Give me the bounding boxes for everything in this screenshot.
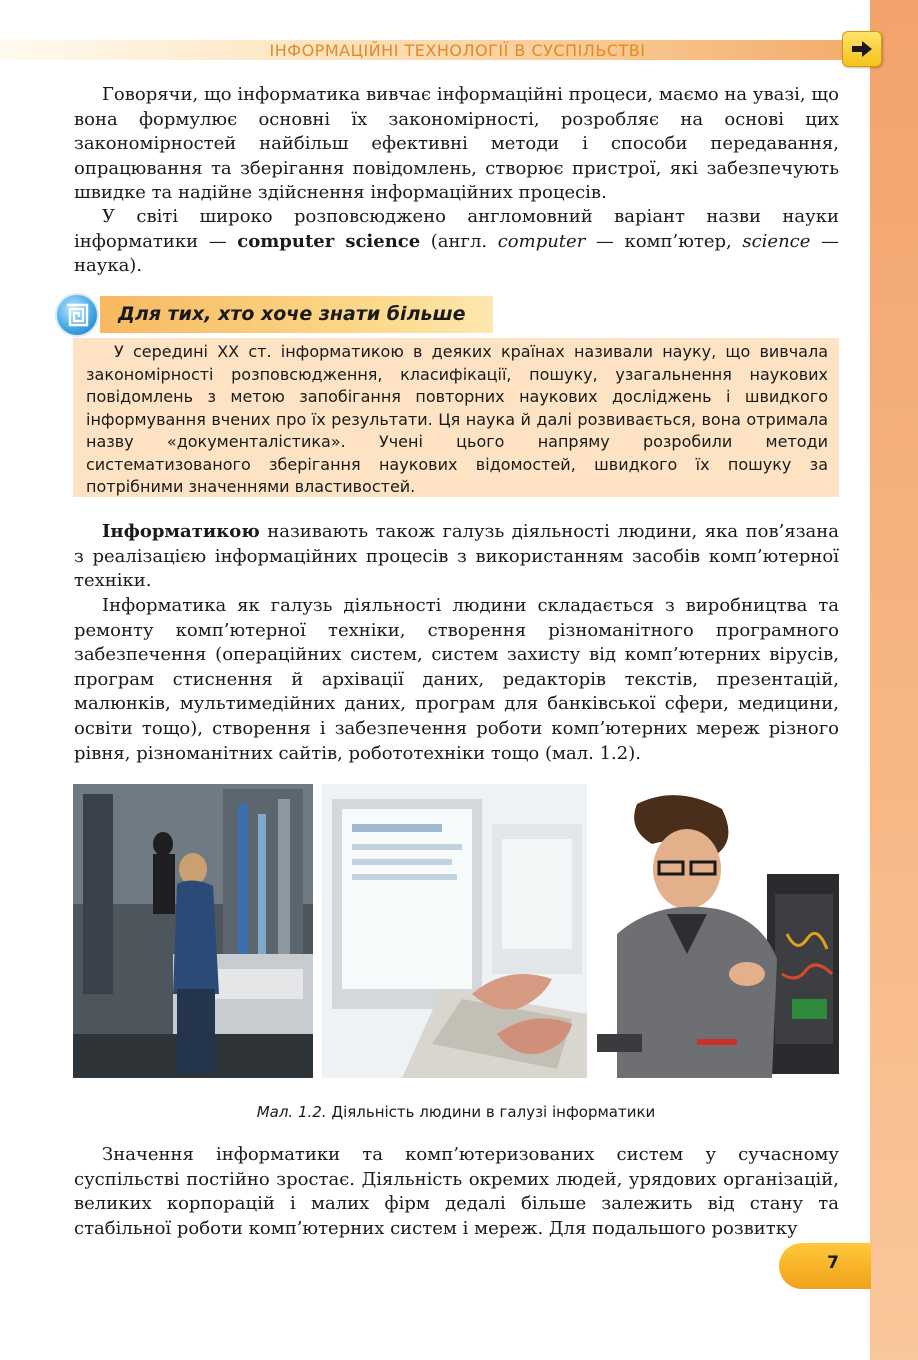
p2-text-a: У світі широко розповсюджено англомовний варіант назви науки інформатики — <box>74 206 839 252</box>
paragraph-1: Говорячи, що інформатика вивчає інформаційні процеси, маємо на увазі, що вона формулює основні їх закономірності, розробляє на основі цих закономірностей найбільш ефективні методи і способи передавання, опрацювання та зберігання повідомлень, створює пристрої, які забезпечують швидке та надійне здійснення інформаційних процесів. <box>74 84 839 204</box>
page-side-band <box>870 0 918 1360</box>
figure-caption-text: Діяльність людини в галузі інформатики <box>326 1103 656 1121</box>
more-info-text: У середині XX ст. інформатикою в деяких країнах називали науку, що вивчала закономірності розповсюдження, класифікації, пошуку, узагальнення наукових повідомлень з метою запобігання повторних наукових досліджень і швидкого інформування вчених про їх результати. Ця наука й далі розвивається, вона отримала назву «документалістика». Учені цього напряму розробили методи систематизованого зберігання наукових відомостей, швидкого їх пошуку за потрібними значеннями властивостей. <box>86 342 828 496</box>
running-header: ІНФОРМАЦІЙНІ ТЕХНОЛОГІЇ В СУСПІЛЬСТВІ <box>269 41 646 60</box>
photo-computer-repair <box>597 784 839 1078</box>
figure-caption <box>0 1103 912 1121</box>
term-computer: computer <box>497 230 586 252</box>
figure-label: Мал. 1.2. <box>256 1103 327 1121</box>
paragraph-5: Значення інформатики та комп’ютеризованих систем у сучасному суспільстві постійно зростає. Діяльність окремих людей, урядових організацій, великих корпорацій і малих фірм дедалі більше залежить від стану та стабільної роботи комп’ютерних систем і мереж. Для подальшого розвитку <box>74 1144 839 1239</box>
paragraph-2 <box>74 205 839 279</box>
term-computer-science: computer science <box>237 230 421 252</box>
p2-text-e: — комп’ютер, <box>585 230 743 252</box>
more-info-title: Для тих, хто хоче знати більше <box>118 303 466 325</box>
next-page-button[interactable] <box>842 31 882 67</box>
photo-manufacturing <box>73 784 313 1078</box>
paragraph-4: Інформатика як галузь діяльності людини складається з виробництва та ремонту комп’ютерної техніки, створення різноманітного програмного забезпечення (операційних систем, систем захисту від комп’ютерних вірусів, програм стиснення й архівації даних, редакторів текстів, презентацій, малюнків, мультимедійних даних, програм для банківської сфери, медицини, освіти тощо), створення і забезпечення роботи комп’ютерних мереж різного рівня, різноманітних сайтів, робототехніки тощо (мал. 1.2). <box>74 595 839 764</box>
page-number: 7 <box>827 1253 839 1273</box>
info-spiral-icon <box>55 293 99 337</box>
p3-text: називають також галузь діяльності людини, яка пов’язана з реалізацією інформаційних процесів з використанням засобів комп’ютерної техніки. <box>74 521 839 592</box>
p2-text-g: — наука). <box>74 230 839 277</box>
photo-keyboard-typing <box>322 784 587 1078</box>
term-science: science <box>742 230 811 252</box>
paragraph-3 <box>74 520 839 594</box>
arrow-right-icon <box>850 39 874 59</box>
term-informatics: Інформатикою <box>102 521 260 542</box>
p2-text-c: (англ. <box>420 230 498 252</box>
